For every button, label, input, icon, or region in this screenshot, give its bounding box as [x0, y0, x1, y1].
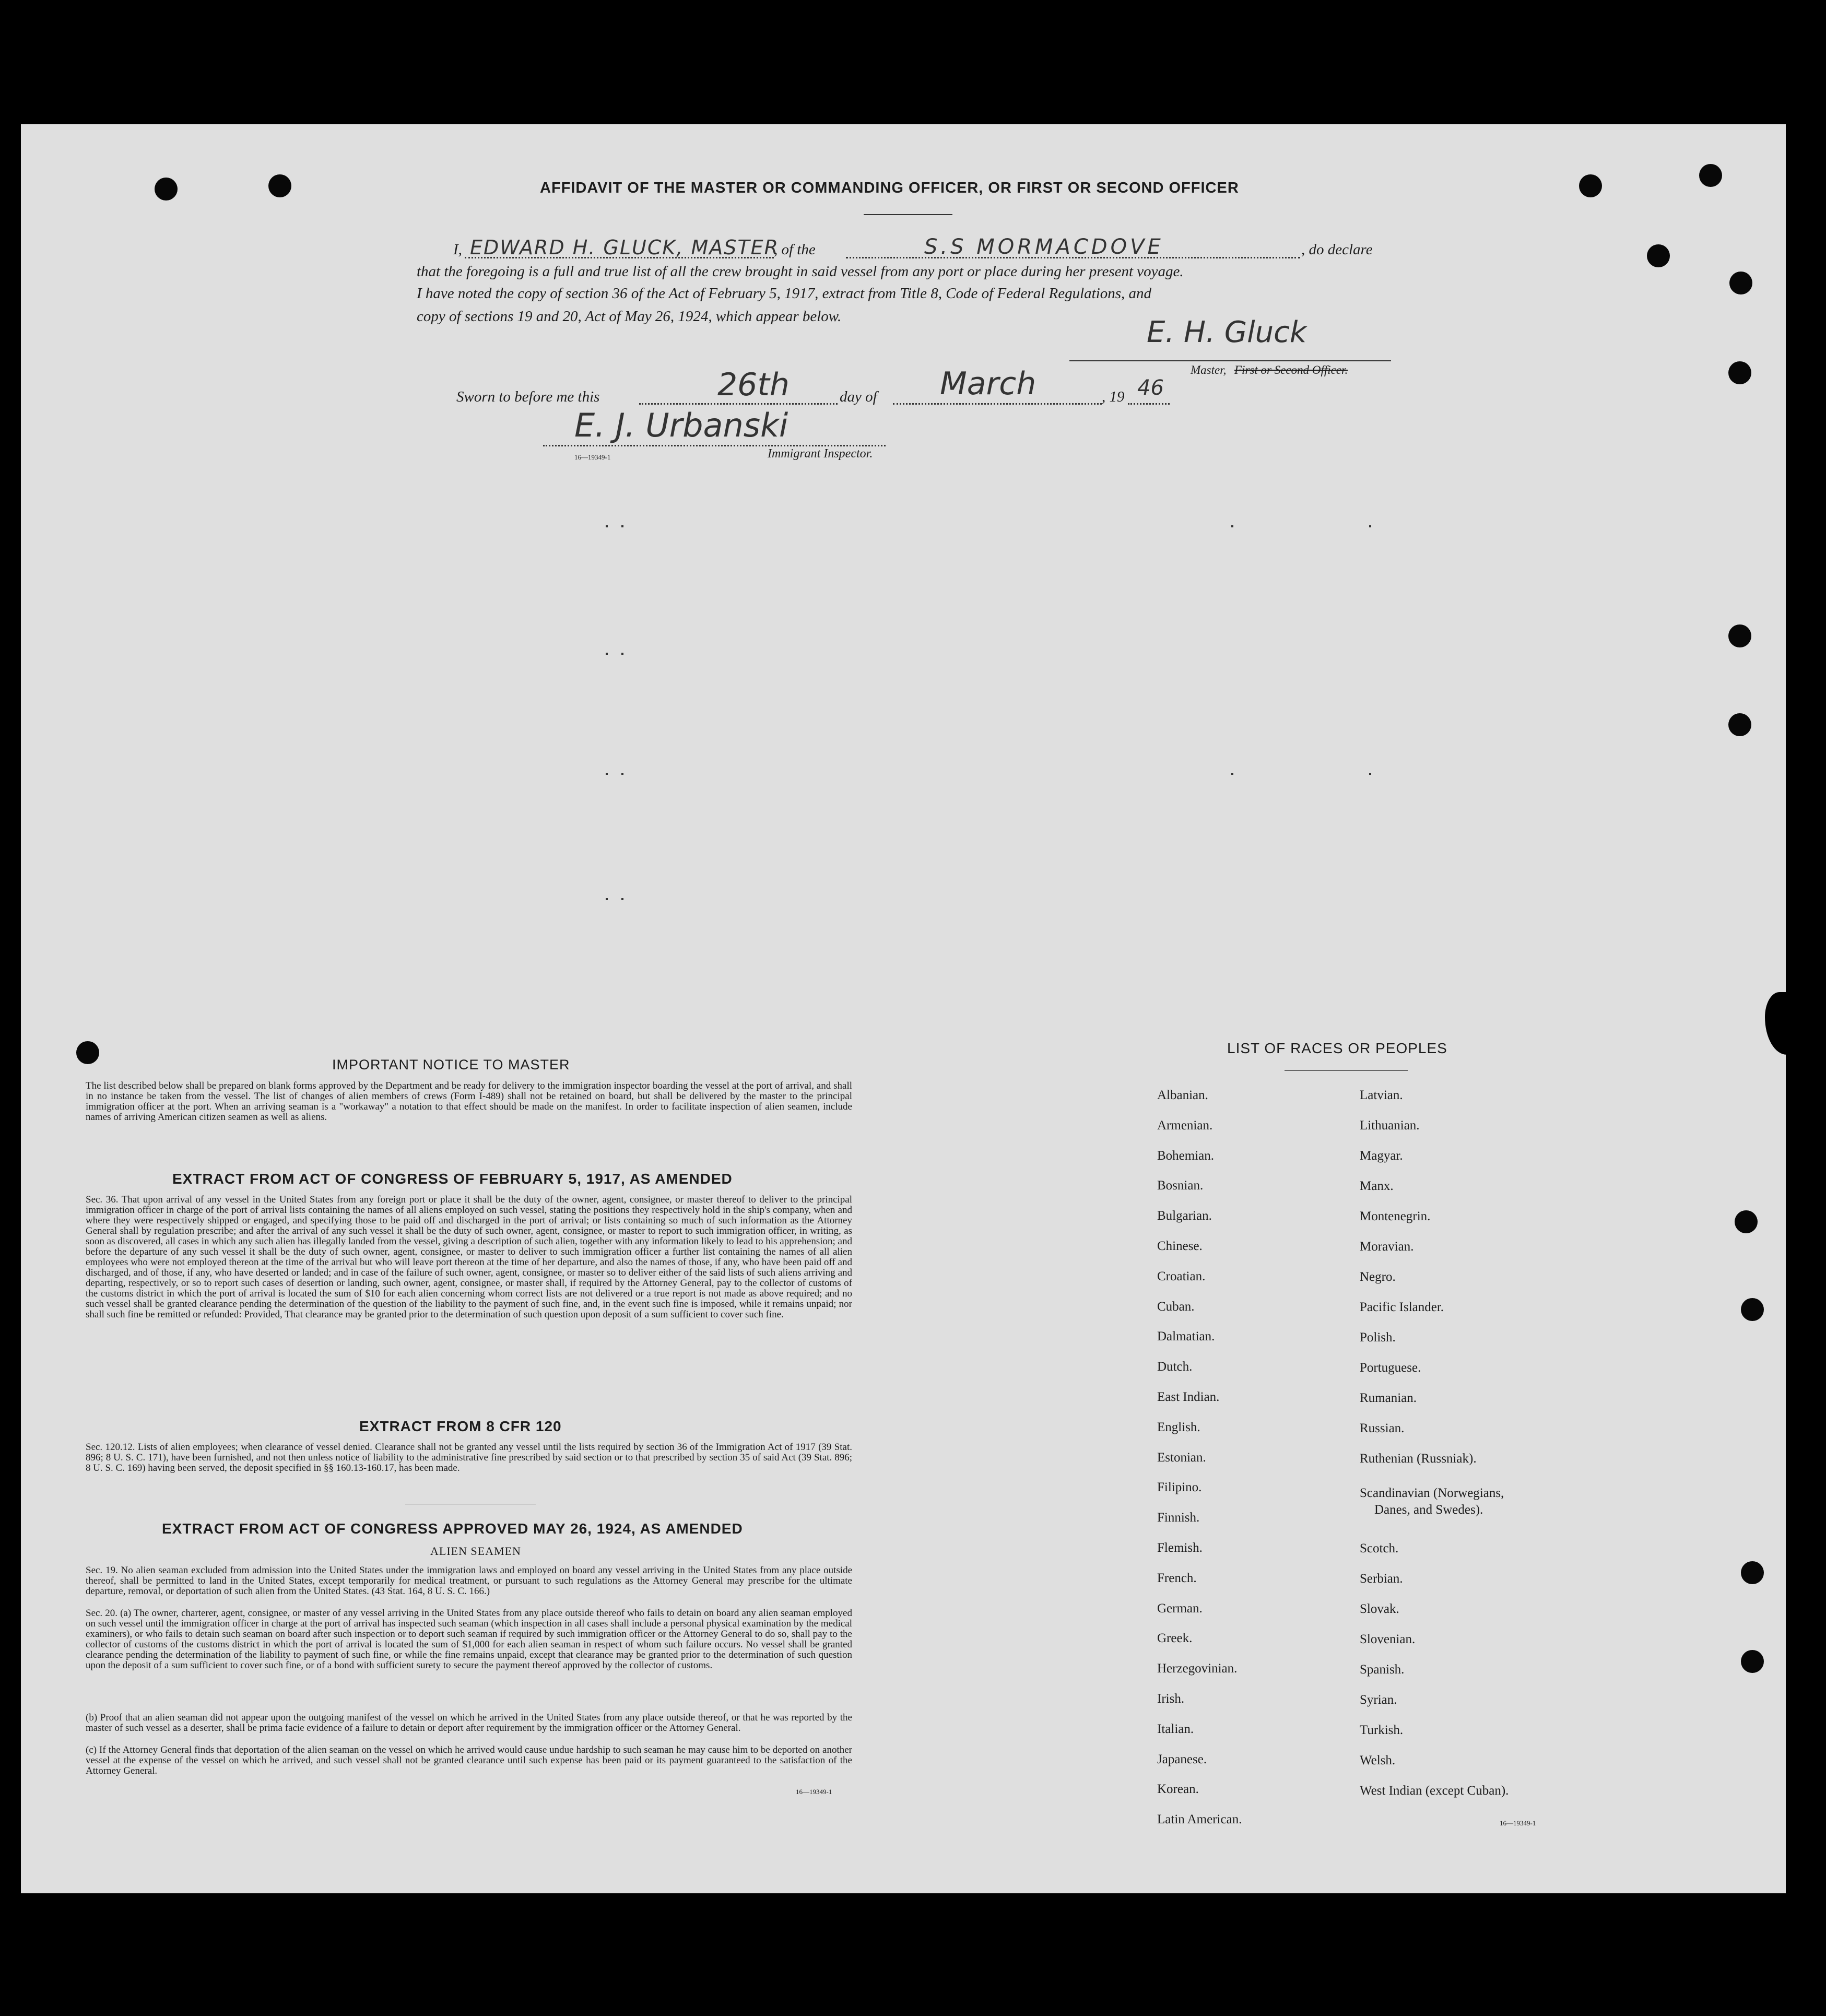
race-item: Armenian. — [1157, 1118, 1213, 1133]
race-item: Negro. — [1360, 1270, 1396, 1284]
race-item: Danes, and Swedes). — [1374, 1503, 1483, 1517]
race-item: Welsh. — [1360, 1753, 1396, 1767]
race-item: Polish. — [1360, 1330, 1396, 1345]
race-item: Latin American. — [1157, 1812, 1242, 1827]
race-item: Greek. — [1157, 1631, 1193, 1646]
race-item: Russian. — [1360, 1421, 1405, 1435]
day-of-text: day of — [840, 388, 877, 405]
race-item: Manx. — [1360, 1179, 1394, 1193]
sworn-text: Sworn to before me this — [456, 388, 600, 405]
race-item: Magyar. — [1360, 1149, 1403, 1163]
title-rule — [864, 214, 952, 215]
affidavit-line2: that the foregoing is a full and true list of all the crew brought in said vessel from any port or place during her present voyage. — [417, 263, 1184, 280]
affidavit-line4: copy of sections 19 and 20, Act of May 26, 1924, which appear below. — [417, 308, 842, 325]
extract-cfr-body: Sec. 120.12. Lists of alien employees; when clearance of vessel denied. Clearance shall not be granted any vessel until the lists required by section 36 of the Immigration Act of 1917 (39 Stat. 896; 8 U. S. C. 171), have been furnished, and not then unless notice of liability to the administrative fine prescribed by said section or to that prescribed by section 35 of said Act (39 Stat. 896; 8 U. S. C. 169) having been served, the deposit specified in §§ 160.13-160.17, has been made. — [86, 1442, 852, 1473]
race-item: Syrian. — [1360, 1693, 1397, 1707]
guide-dot — [621, 525, 623, 527]
guide-dot — [606, 653, 608, 655]
race-item: German. — [1157, 1601, 1203, 1616]
sec20b-paragraph: (b) Proof that an alien seaman did not appear upon the outgoing manifest of the vessel on which he arrived in the United States from any place outside thereof, or that he was reported by the master of such vessel as a deserter, shall be prima facie evidence of a failure to detain or deport after requirement by the immigration officer or the Attorney General. — [86, 1712, 852, 1734]
punch-hole — [1728, 713, 1751, 736]
race-item: Herzegovinian. — [1157, 1661, 1238, 1676]
race-item: Scandinavian (Norwegians, — [1360, 1486, 1504, 1500]
inspector-line — [543, 445, 886, 446]
race-item: Slovenian. — [1360, 1632, 1416, 1646]
races-rule — [1285, 1070, 1408, 1071]
punch-hole — [1729, 272, 1752, 294]
guide-dot — [1231, 773, 1233, 775]
race-item: Estonian. — [1157, 1450, 1206, 1465]
affidavit-line1-pre: I, — [453, 241, 462, 258]
form-number: 16—19349-1 — [574, 453, 611, 461]
race-item: Serbian. — [1360, 1572, 1403, 1586]
guide-dot — [621, 898, 623, 900]
struck-officer-label: First or Second Officer. — [1234, 363, 1348, 376]
punch-hole — [1741, 1298, 1764, 1321]
punch-hole — [268, 174, 291, 197]
race-item: Pacific Islander. — [1360, 1300, 1444, 1314]
of-the-text: , of the — [774, 241, 816, 258]
sec20a-paragraph: Sec. 20. (a) The owner, charterer, agent, consignee, or master of any vessel arriving in the United States from any place outside thereof who fails to detain on board any alien seaman employed on such vessel until the immigration officer in charge at the port of arrival has inspected such seaman (which inspection in all cases shall include a personal physical examination by the medical examiners), or who fails to detain such seaman on board after such inspection or to deport such seaman if required by such immigration officer or the Attorney General to do so, shall pay to the collector of customs of the customs district in which the port of arrival is located the sum of $1,000 for each alien seaman in respect of whom such failure occurs. No vessel shall be granted clearance pending the determination of the liability to payment of such fine, or while the fine remains unpaid, except that clearance may be granted prior to the determination of such question upon the deposit of a sum sufficient to cover such fine, or of a bond with sufficient surety to secure the payment thereof approved by the collector of customs. — [86, 1608, 852, 1671]
punch-hole — [1741, 1561, 1764, 1584]
sec19-paragraph: Sec. 19. No alien seaman excluded from admission into the United States under the immigration laws and employed on board any vessel arriving in the United States from any place outside thereof, shall be permitted to land in the United States, except temporarily for medical treatment, or pursuant to such regulations as the Attorney General may prescribe for the ultimate departure, removal, or deportation of such alien from the United States. (43 Stat. 164, 8 U. S. C. 166.) — [86, 1565, 852, 1597]
do-declare-text: , do declare — [1301, 241, 1373, 258]
race-item: West Indian (except Cuban). — [1360, 1784, 1509, 1798]
race-item: Montenegrin. — [1360, 1209, 1431, 1223]
race-item: Chinese. — [1157, 1239, 1203, 1253]
guide-dot — [606, 773, 608, 775]
sworn-month: March — [940, 366, 1036, 402]
race-item: Japanese. — [1157, 1752, 1207, 1766]
master-signature: E. H. Gluck — [1147, 315, 1307, 349]
race-item: Croatian. — [1157, 1269, 1206, 1283]
punch-hole — [1579, 174, 1602, 197]
guide-dot — [621, 653, 623, 655]
year-line — [1128, 403, 1170, 405]
race-item: Finnish. — [1157, 1511, 1200, 1525]
race-item: Bohemian. — [1157, 1148, 1215, 1163]
race-item: Lithuanian. — [1360, 1118, 1420, 1133]
notice-title: IMPORTANT NOTICE TO MASTER — [332, 1057, 570, 1072]
vessel-name: S.S MORMACDOVE — [924, 235, 1164, 259]
guide-dot — [621, 773, 623, 775]
race-item: Ruthenian (Russniak). — [1360, 1452, 1477, 1466]
extract-1917-body: Sec. 36. That upon arrival of any vessel in the United States from any foreign port or place it shall be the duty of the owner, agent, consignee, or master thereof to deliver to the principal immigration officer in charge of the port of arrival lists containing the names of all aliens employed on such vessel, stating the positions they respectively hold in the ship's company, when and where they were respectively shipped or engaged, and specifying those to be paid off and discharged in the port of arrival; or lists containing so much of such information as the Attorney General shall by regulation prescribe; and after the arrival of any such vessel it shall be the duty of such owner, agent, consignee, or master to report to such immigration officer, in writing, as soon as discovered, all cases in which any such alien has illegally landed from the vessel, giving a description of such alien, together with any information likely to lead to his apprehension; and before the departure of any such vessel it shall be the duty of such owner, agent, consignee, or master to deliver to such immigration officer a further list containing the names of all alien employees who were not employed thereon at the time of the arrival but who will leave port thereon at the time of her departure, and also the names of those, if any, who have been paid off and discharged, and of those, if any, who have deserted or landed; and in case of the failure of such owner, agent, consignee, or master so to deliver either of the said lists of such aliens arriving and departing, respectively, or so to report such cases of desertion or landing, such owner, agent, consignee, or master shall, if required by the Attorney General, pay to the collector of customs of the customs district in which the port of arrival is located the sum of $10 for each alien concerning whom correct lists are not delivered or a true report is not made as above required; and no such vessel shall be granted clearance pending the determination of the question of the liability to the payment of such fine, and, in the event such fine is imposed, while it remains unpaid; nor shall such fine be remitted or refunded: Provided, That clearance may be granted prior to the determination of such question upon deposit of a sum sufficient to cover such fine. — [86, 1194, 852, 1320]
year-suffix: 46 — [1137, 376, 1164, 400]
inspector-signature: E. J. Urbanski — [574, 406, 788, 444]
guide-dot — [1369, 525, 1371, 527]
race-item: Spanish. — [1360, 1663, 1405, 1677]
race-item: Irish. — [1157, 1692, 1185, 1706]
form-number: 16—19349-1 — [796, 1788, 832, 1796]
race-item: Portuguese. — [1360, 1361, 1421, 1375]
inspector-label: Immigrant Inspector. — [768, 447, 873, 461]
punch-hole — [76, 1041, 99, 1064]
race-item: Flemish. — [1157, 1541, 1203, 1555]
sworn-day-line — [639, 403, 838, 405]
sworn-month-line — [893, 403, 1102, 405]
race-item: Slovak. — [1360, 1602, 1399, 1616]
form-number: 16—19349-1 — [1500, 1819, 1536, 1827]
race-item: French. — [1157, 1571, 1197, 1585]
race-item: East Indian. — [1157, 1390, 1220, 1404]
race-item: Turkish. — [1360, 1723, 1404, 1737]
affidavit-line3: I have noted the copy of section 36 of the Act of February 5, 1917, extract from Title 8, Code of Federal Regulations, and — [417, 285, 1152, 302]
sec20c-paragraph: (c) If the Attorney General finds that deportation of the alien seaman on the vessel on which he arrived would cause undue hardship to such seaman he may cause him to be deported on another vessel at the expense of the vessel on which he arrived, and such vessel shall not be granted clearance until such expense has been paid or its payment guaranteed to the satisfaction of the Attorney General. — [86, 1744, 852, 1776]
race-item: English. — [1157, 1420, 1200, 1434]
race-item: Latvian. — [1360, 1088, 1403, 1102]
guide-dot — [606, 525, 608, 527]
master-name: EDWARD H. GLUCK, MASTER — [470, 236, 779, 259]
punch-hole — [1647, 244, 1670, 267]
notice-body: The list described below shall be prepared on blank forms approved by the Department and be ready for delivery to the immigration inspector boarding the vessel at the port of arrival, and shall in no instance be taken from the vessel. The list of changes of alien members of crews (Form I-489) shall not be retained on board, but shall be delivered by the master to the principal immigration officer at the port. When an arriving seaman is a "workaway" a notation to that effect should be made on the manifest. In order to facilitate inspection of alien seamen, include names of arriving American citizen seamen as well as aliens. — [86, 1080, 852, 1123]
punch-hole — [1741, 1650, 1764, 1673]
race-item: Albanian. — [1157, 1088, 1208, 1102]
punch-hole — [155, 178, 178, 201]
affidavit-title: AFFIDAVIT OF THE MASTER OR COMMANDING OFFICER, OR FIRST OR SECOND OFFICER — [540, 180, 1239, 196]
punch-hole — [1699, 164, 1722, 187]
year-prefix: , 19 — [1102, 388, 1125, 405]
race-item: Filipino. — [1157, 1480, 1202, 1495]
guide-dot — [1231, 525, 1233, 527]
punch-hole — [1728, 624, 1751, 647]
race-item: Cuban. — [1157, 1299, 1195, 1314]
race-item: Dutch. — [1157, 1360, 1193, 1374]
guide-dot — [1369, 773, 1371, 775]
race-item: Rumanian. — [1360, 1391, 1417, 1405]
race-item: Dalmatian. — [1157, 1329, 1215, 1344]
alien-seamen-subtitle: ALIEN SEAMEN — [430, 1545, 521, 1558]
race-item: Bosnian. — [1157, 1178, 1204, 1193]
master-label: Master, — [1191, 363, 1227, 376]
race-item: Scotch. — [1360, 1541, 1399, 1555]
signature-rule — [1069, 360, 1391, 361]
extract-cfr-title: EXTRACT FROM 8 CFR 120 — [359, 1418, 562, 1434]
races-title: LIST OF RACES OR PEOPLES — [1227, 1040, 1447, 1056]
punch-hole — [1728, 361, 1751, 384]
sworn-day: 26th — [717, 367, 790, 403]
race-item: Italian. — [1157, 1722, 1194, 1736]
guide-dot — [606, 898, 608, 900]
race-item: Moravian. — [1360, 1240, 1414, 1254]
punch-hole — [1735, 1210, 1758, 1233]
extract-1917-title: EXTRACT FROM ACT OF CONGRESS OF FEBRUARY 5, 1917, AS AMENDED — [172, 1171, 733, 1187]
race-item: Bulgarian. — [1157, 1209, 1212, 1223]
race-item: Korean. — [1157, 1782, 1199, 1797]
extract-1924-title: EXTRACT FROM ACT OF CONGRESS APPROVED MAY 26, 1924, AS AMENDED — [162, 1520, 743, 1537]
